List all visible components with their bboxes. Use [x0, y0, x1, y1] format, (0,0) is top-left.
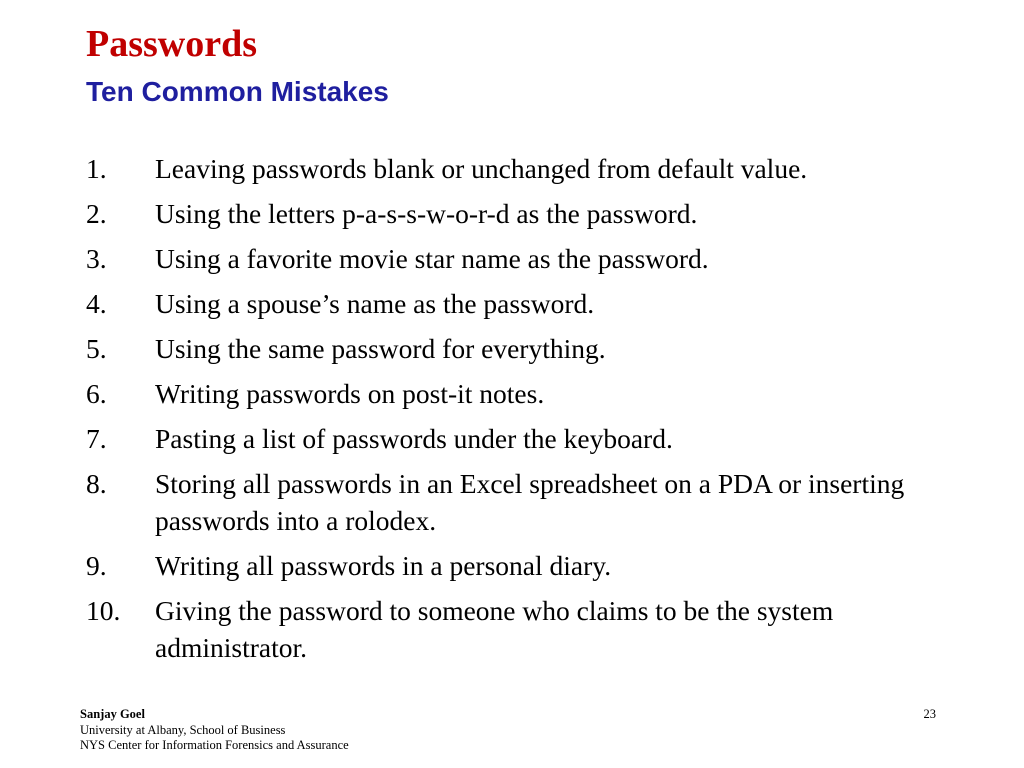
list-item: [86, 330, 966, 367]
item-number: 1.: [86, 153, 107, 184]
list-item: [86, 465, 966, 539]
item-text: Giving the password to someone who claims to be the system administrator.: [155, 595, 834, 663]
list-item: [86, 195, 966, 232]
item-text: Writing all passwords in a personal diary.: [155, 550, 612, 581]
item-text: Using the letters p-a-s-s-w-o-r-d as the password.: [155, 198, 698, 229]
slide-footer: [80, 707, 349, 754]
slide-subtitle: Ten Common Mistakes: [86, 76, 389, 107]
footer-center: NYS Center for Information Forensics and Assurance: [80, 738, 349, 752]
list-item: [86, 547, 966, 584]
item-text: Using a spouse’s name as the password.: [155, 288, 595, 319]
list-item: [86, 420, 966, 457]
item-text: Using the same password for everything.: [155, 333, 606, 364]
slide-title: Passwords: [86, 23, 258, 65]
item-number: 9.: [86, 550, 107, 581]
item-number: 4.: [86, 288, 107, 319]
list-item: [86, 375, 966, 412]
item-number: 8.: [86, 468, 107, 499]
item-text: Storing all passwords in an Excel spreadsheet on a PDA or inserting passwords into a rolodex.: [155, 468, 905, 536]
item-number: 7.: [86, 423, 107, 454]
item-number: 6.: [86, 378, 107, 409]
item-text: Using a favorite movie star name as the password.: [155, 243, 709, 274]
list-item: [86, 592, 966, 666]
item-number: 10.: [86, 595, 121, 626]
item-number: 5.: [86, 333, 107, 364]
item-text: Writing passwords on post-it notes.: [155, 378, 545, 409]
item-text: Leaving passwords blank or unchanged from default value.: [155, 153, 808, 184]
item-number: 3.: [86, 243, 107, 274]
mistakes-list: [86, 150, 966, 674]
item-text: Pasting a list of passwords under the keyboard.: [155, 423, 673, 454]
page-number: 23: [923, 707, 936, 721]
item-number: 2.: [86, 198, 107, 229]
footer-author: Sanjay Goel: [80, 707, 145, 721]
list-item: [86, 285, 966, 322]
list-item: [86, 240, 966, 277]
footer-affiliation: University at Albany, School of Business: [80, 722, 286, 737]
list-item: [86, 150, 966, 187]
